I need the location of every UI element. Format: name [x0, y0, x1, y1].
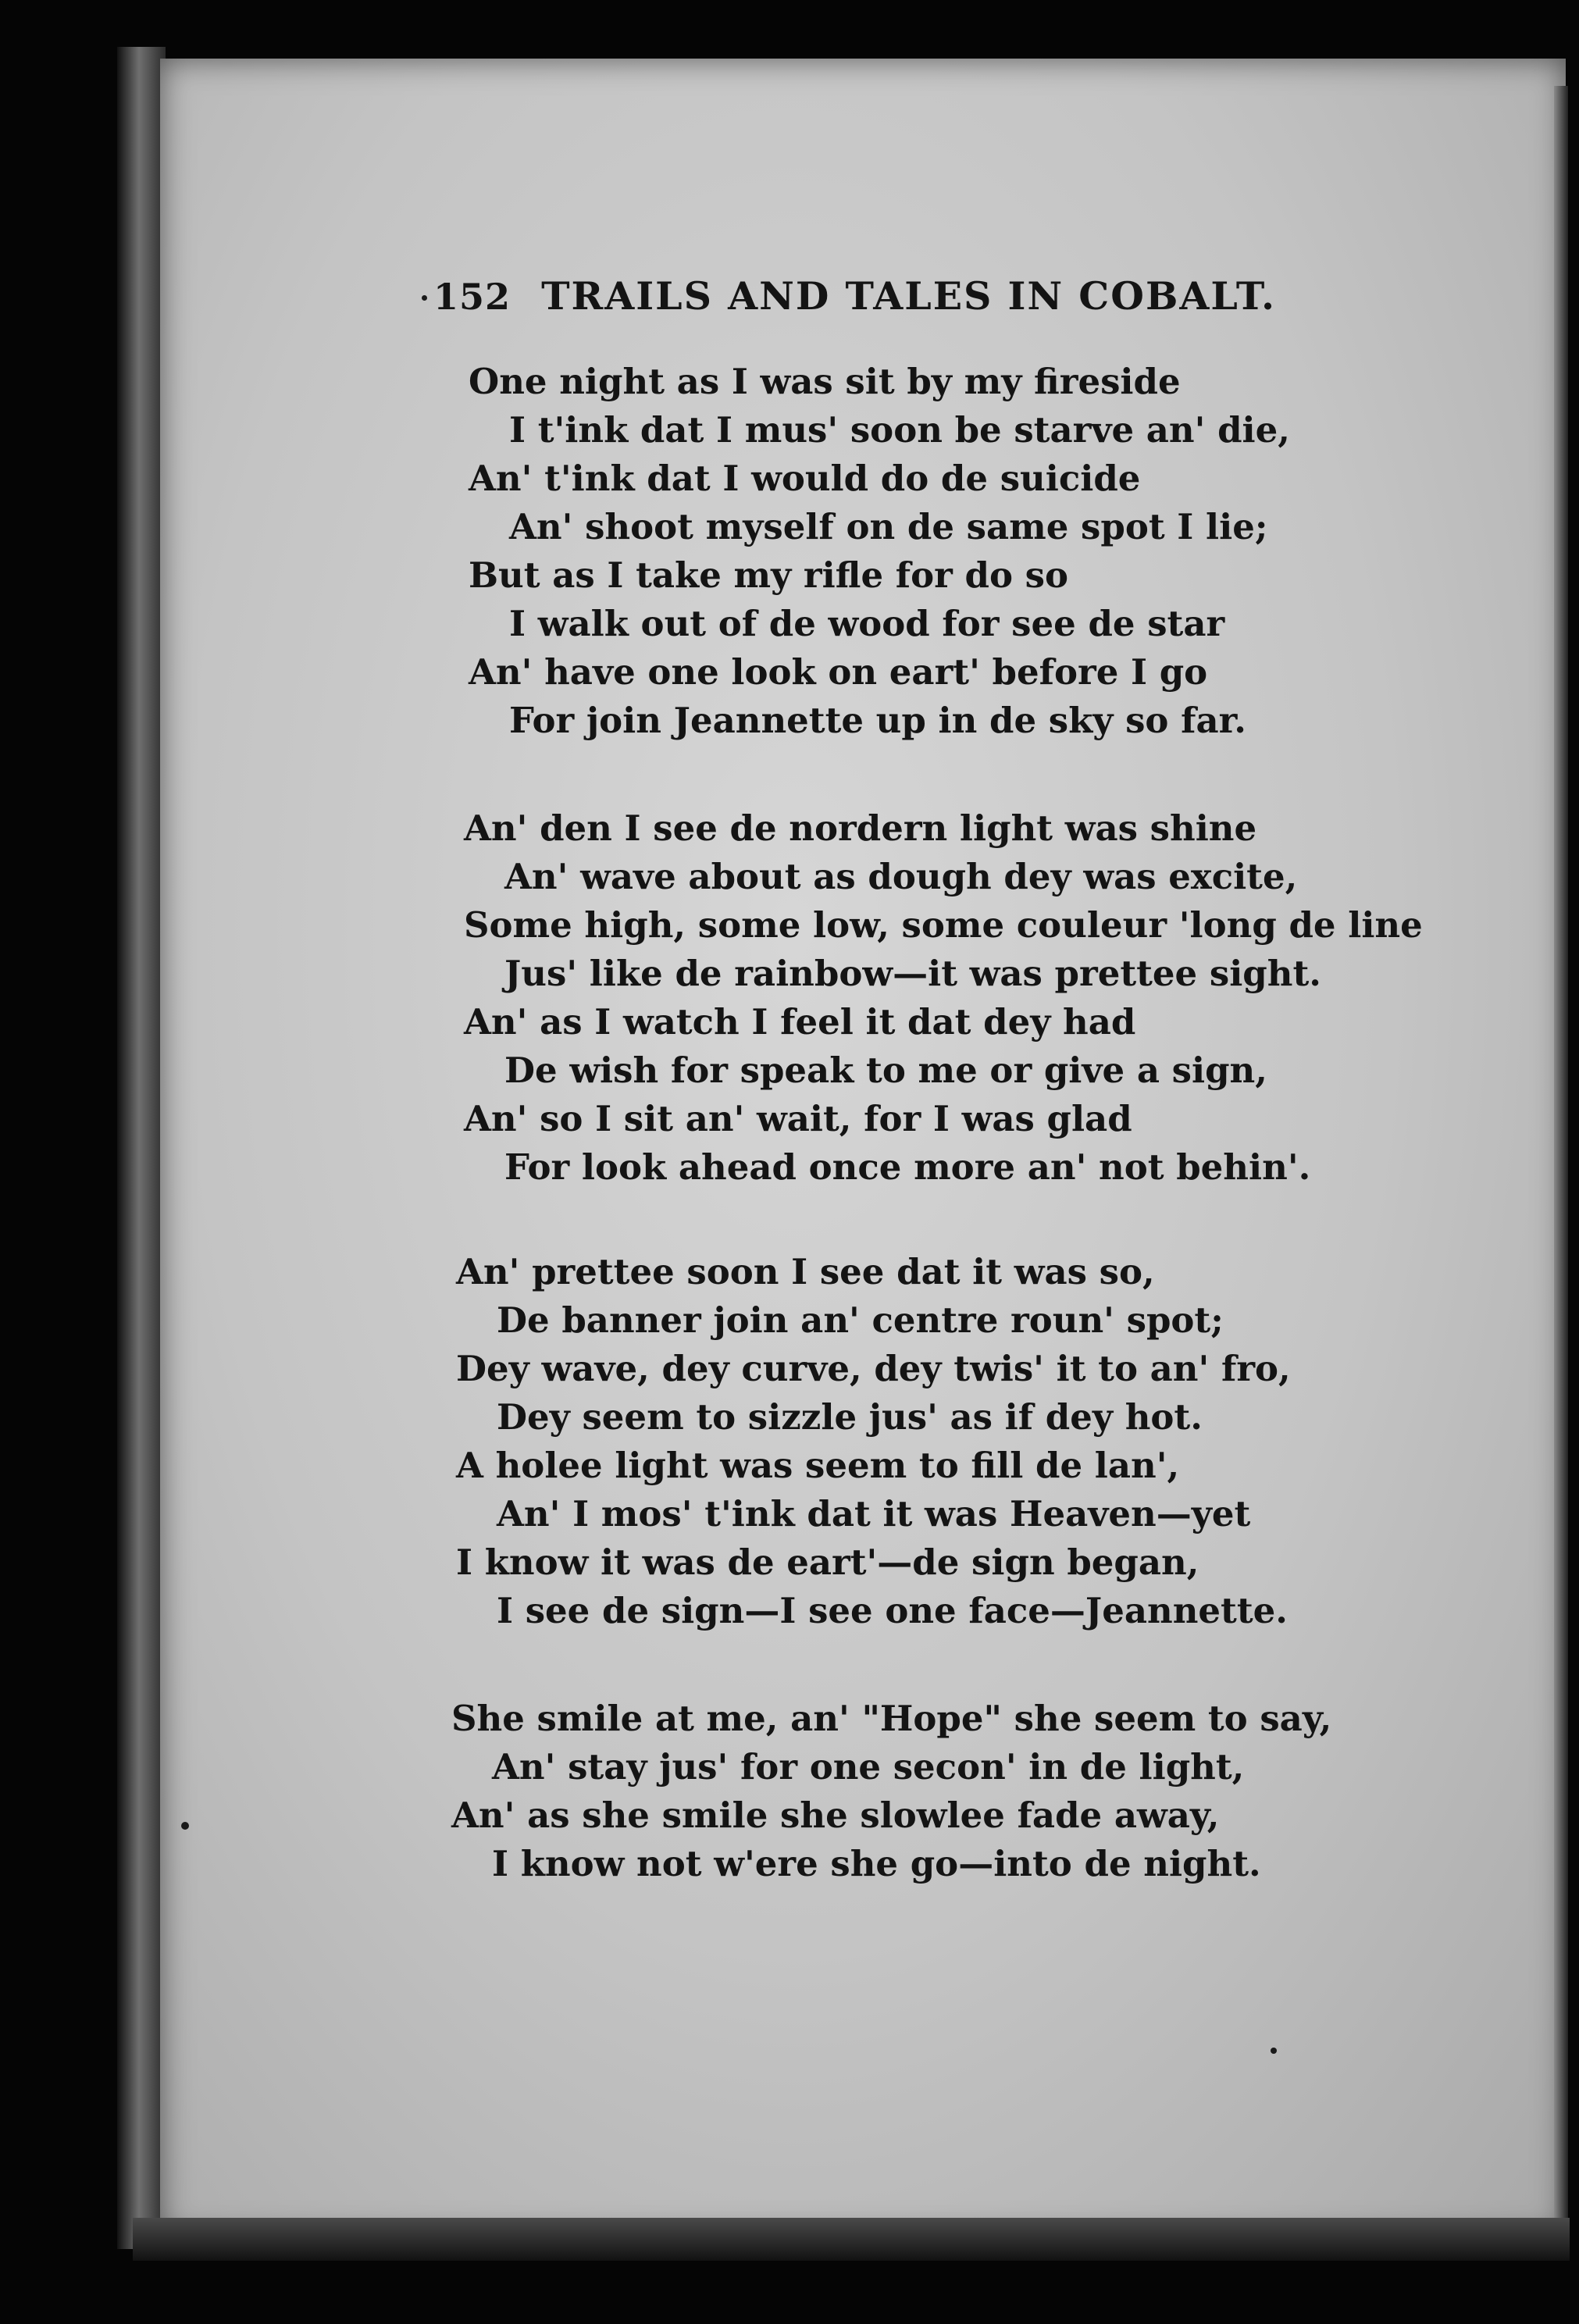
page-number: 152	[433, 276, 511, 318]
poem-line: Jus' like de rainbow—it was prettee sight.	[504, 953, 1321, 994]
poem-stanza	[469, 358, 1290, 745]
poem-line: De wish for speak to me or give a sign,	[504, 1050, 1267, 1091]
running-header	[433, 273, 1292, 328]
poem-line: One night as I was sit by my fireside	[469, 361, 1181, 402]
poem-line: But as I take my rifle for do so	[469, 554, 1068, 596]
poem-line: I know not w'ere she go—into de night.	[492, 1843, 1261, 1884]
poem-line: For look ahead once more an' not behin'.	[504, 1146, 1311, 1188]
running-title: TRAILS AND TALES IN COBALT.	[541, 273, 1277, 319]
poem-line: For join Jeannette up in de sky so far.	[509, 700, 1246, 741]
poem-stanza	[464, 804, 1423, 1192]
poem-line: I t'ink dat I mus' soon be starve an' die,	[509, 409, 1290, 451]
poem-stanza	[451, 1695, 1331, 1888]
poem-stanza	[456, 1248, 1291, 1635]
poem-line: An' stay jus' for one secon' in de light,	[492, 1746, 1245, 1788]
poem-line: A holee light was seem to fill de lan',	[456, 1445, 1180, 1486]
poem-line: Some high, some low, some couleur 'long de line	[464, 904, 1423, 946]
poem-line: I know it was de eart'—de sign began,	[456, 1542, 1199, 1583]
poem-line: An' shoot myself on de same spot I lie;	[509, 506, 1268, 547]
poem-line: An' I mos' t'ink dat it was Heaven—yet	[497, 1493, 1251, 1534]
poem-line: An' as she smile she slowlee fade away,	[451, 1795, 1220, 1836]
poem-line: An' t'ink dat I would do de suicide	[469, 458, 1141, 499]
poem-line: An' have one look on eart' before I go	[469, 651, 1208, 693]
poem-line: She smile at me, an' "Hope" she seem to say,	[451, 1698, 1332, 1739]
poem-line: An' prettee soon I see dat it was so,	[456, 1251, 1155, 1292]
poem-line: Dey seem to sizzle jus' as if dey hot.	[497, 1396, 1203, 1438]
poem-line: An' as I watch I feel it dat dey had	[464, 1001, 1136, 1043]
poem-line: I walk out of de wood for see de star	[509, 603, 1225, 644]
poem-line: An' den I see de nordern light was shine	[464, 807, 1257, 849]
poem-line: De banner join an' centre roun' spot;	[497, 1299, 1224, 1341]
poem-line: Dey wave, dey curve, dey twis' it to an' fro,	[456, 1348, 1291, 1389]
poem-line: An' wave about as dough dey was excite,	[504, 856, 1298, 897]
poem-line: An' so I sit an' wait, for I was glad	[464, 1098, 1132, 1139]
poem-line: I see de sign—I see one face—Jeannette.	[497, 1590, 1288, 1631]
